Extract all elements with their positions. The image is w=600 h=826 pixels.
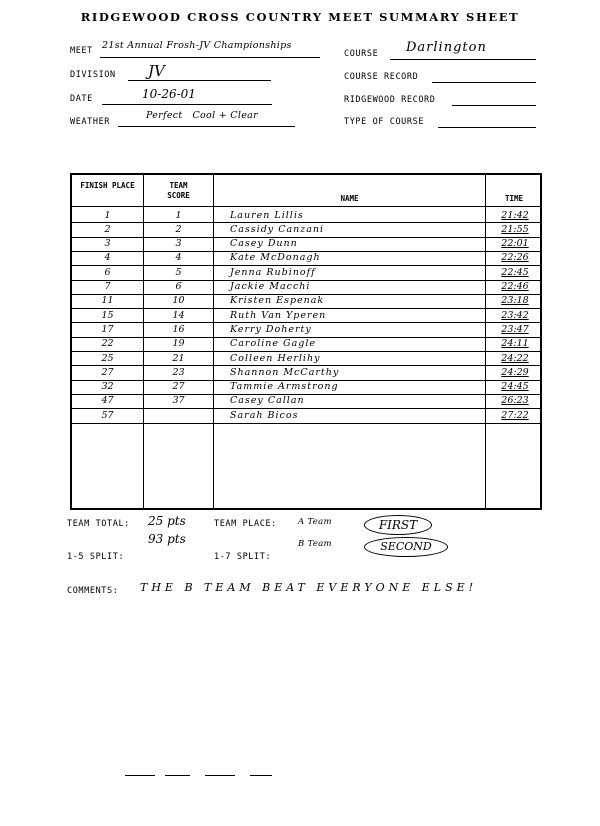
time-cell-text: 24:45 [501,381,529,393]
finish-place-cell [72,237,143,250]
finish-place-cell-text: 17 [101,323,114,335]
header-name: NAME [340,194,359,203]
finish-place-cell-text: 27 [101,366,114,378]
time-cell-text: 23:42 [501,309,529,321]
finish-place-cell-text: 57 [101,409,114,421]
team-score-cell [144,323,213,336]
finish-place-cell-text: 7 [104,281,111,292]
meet-label: MEET [70,46,93,56]
finish-place-cell [72,352,143,365]
runner-name-cell-text: Shannon McCarthy [230,366,340,378]
b-team-label: B Team [298,539,332,549]
finish-place-cell [72,251,143,264]
team-score-cell [144,337,213,350]
team-score-cell-text: 5 [175,266,182,278]
finish-place-cell [72,380,143,393]
finish-place-cell [72,366,143,379]
course-record-line [432,82,536,83]
runner-name-cell [230,323,480,336]
finish-place-cell [72,209,143,222]
finish-place-cell [72,309,143,322]
runner-name-cell [230,223,480,236]
team-score-cell-text: 27 [172,381,185,393]
finish-place-cell-text: 3 [104,238,111,250]
runner-name-cell [230,266,480,279]
runner-name-cell [230,380,480,393]
scan-mark [205,775,235,776]
time-cell-text: 23:18 [501,295,529,307]
team-score-cell [144,366,213,379]
table-divider [485,175,486,508]
course-label: COURSE [344,49,379,59]
comments-value: THE B TEAM BEAT EVERYONE ELSE! [140,581,478,594]
header-team-score: TEAM SCORE [167,181,190,200]
time-cell-text: 27:22 [501,409,529,421]
time-cell [488,209,542,222]
time-cell [488,223,542,236]
page-title: RIDGEWOOD CROSS COUNTRY MEET SUMMARY SHEET [80,10,520,24]
team-score-cell-text: 3 [175,238,182,250]
time-cell [488,366,542,379]
comments-label: COMMENTS: [67,586,119,596]
type-of-course-line [438,127,536,128]
course-record-label: COURSE RECORD [344,72,419,82]
header-divider [72,206,540,207]
finish-place-cell [72,409,143,422]
division-line [128,80,271,81]
scan-mark [250,775,272,776]
runner-name-cell [230,294,480,307]
runner-name-cell [230,352,480,365]
runner-name-cell [230,309,480,322]
team-score-cell [144,266,213,279]
time-cell [488,323,542,336]
time-cell-text: 26:23 [501,395,529,407]
time-cell-text: 22:46 [501,281,529,292]
team-score-cell-text: 14 [172,309,185,321]
team-score-cell-text: 19 [172,338,185,350]
runner-name-cell-text: Kate McDonagh [230,252,321,264]
team-score-cell-text: 2 [175,223,182,235]
team-score-cell-text: 6 [175,281,182,292]
team-score-cell-text: 23 [172,366,185,378]
header-finish-place: FINISH PLACE [80,181,135,190]
time-cell-text: 24:29 [501,366,529,378]
weather-value: Perfect Cool + Clear [146,110,258,121]
course-line [390,59,536,60]
split-1-7-label: 1-7 SPLIT: [214,552,272,562]
division-value: JV [148,62,165,80]
time-cell-text: 22:26 [501,252,529,264]
runner-name-cell-text: Tammie Armstrong [230,381,339,393]
runner-name-cell-text: Kristen Espenak [230,295,325,307]
time-cell-text: 22:45 [501,266,529,278]
team-place-label: TEAM PLACE: [214,519,277,529]
b-place-circle: SECOND [364,537,448,557]
a-place-circle: FIRST [364,515,432,535]
ridgewood-record-line [452,105,536,106]
runner-name-cell [230,251,480,264]
finish-place-cell [72,294,143,307]
finish-place-cell-text: 11 [101,295,114,307]
type-of-course-label: TYPE OF COURSE [344,117,425,127]
time-cell [488,294,542,307]
team-score-cell [144,251,213,264]
runner-name-cell-text: Jenna Rubinoff [230,266,316,278]
runner-name-cell-text: Lauren Lillis [230,209,304,221]
team-score-cell [144,380,213,393]
scan-mark [165,775,190,776]
ridgewood-record-label: RIDGEWOOD RECORD [344,95,436,105]
finish-place-cell-text: 4 [104,252,111,264]
team-score-cell [144,280,213,293]
team-score-cell [144,409,213,422]
runner-name-cell-text: Caroline Gagle [230,338,317,350]
runner-name-cell-text: Jackie Macchi [230,281,311,292]
finish-place-cell-text: 25 [101,352,114,364]
table-divider [213,175,214,508]
scan-mark [125,775,155,776]
finish-place-cell-text: 1 [104,209,111,221]
runner-name-cell-text: Ruth Van Yperen [230,309,327,321]
time-cell [488,309,542,322]
runner-name-cell [230,209,480,222]
time-cell [488,337,542,350]
finish-place-cell [72,394,143,407]
time-cell [488,266,542,279]
team-score-cell [144,294,213,307]
time-cell-text: 21:42 [501,209,529,221]
time-cell [488,394,542,407]
finish-place-cell-text: 32 [101,381,114,393]
time-cell [488,280,542,293]
time-cell [488,409,542,422]
weather-line [118,126,295,127]
team-score-cell [144,352,213,365]
team-score-cell-text: 1 [175,209,182,221]
date-value: 10-26-01 [142,87,196,101]
a-team-label: A Team [298,517,332,527]
runner-name-cell-text: Colleen Herlihy [230,352,321,364]
runner-name-cell [230,409,480,422]
finish-place-cell [72,223,143,236]
finish-place-cell [72,280,143,293]
runner-name-cell-text: Casey Callan [230,395,305,407]
finish-place-cell-text: 22 [101,338,114,350]
time-cell [488,237,542,250]
team-score-cell-text: 21 [172,352,185,364]
results-table [70,173,542,510]
time-cell-text: 24:11 [501,338,529,350]
time-cell-text: 22:01 [501,238,529,250]
team-score-cell-text: 37 [172,395,185,407]
time-cell [488,352,542,365]
team-total-label: TEAM TOTAL: [67,519,130,529]
runner-name-cell [230,237,480,250]
team-score-cell [144,237,213,250]
finish-place-cell [72,337,143,350]
runner-name-cell-text: Sarah Bicos [230,409,299,421]
date-label: DATE [70,94,93,104]
header-time: TIME [504,194,524,203]
runner-name-cell [230,280,480,293]
finish-place-cell-text: 47 [101,395,114,407]
weather-label: WEATHER [70,117,111,127]
time-cell-text: 23:47 [501,323,529,335]
runner-name-cell-text: Kerry Doherty [230,323,312,335]
split-1-5-label: 1-5 SPLIT: [67,552,125,562]
meet-value: 21st Annual Frosh-JV Championships [102,40,292,51]
team-total-b: 93 pts [148,532,186,546]
team-score-cell [144,309,213,322]
time-cell-text: 24:22 [501,352,529,364]
finish-place-cell [72,266,143,279]
team-score-cell-text: 4 [175,252,182,264]
finish-place-cell-text: 15 [101,309,114,321]
finish-place-cell [72,323,143,336]
runner-name-cell [230,337,480,350]
team-score-cell-text: 16 [172,323,185,335]
finish-place-cell-text: 6 [104,266,111,278]
runner-name-cell-text: Casey Dunn [230,238,298,250]
runner-name-cell-text: Cassidy Canzani [230,223,325,235]
team-score-cell [144,394,213,407]
runner-name-cell [230,366,480,379]
runner-name-cell [230,394,480,407]
time-cell [488,380,542,393]
meet-line [100,57,320,58]
time-cell [488,251,542,264]
finish-place-cell-text: 2 [104,223,111,235]
team-score-cell [144,223,213,236]
time-cell-text: 21:55 [501,223,529,235]
date-line [102,104,272,105]
team-score-cell [144,209,213,222]
team-total-a: 25 pts [148,514,186,528]
team-score-cell-text: 10 [172,295,185,307]
row-divider [72,423,540,424]
division-label: DIVISION [70,70,116,80]
course-value: Darlington [406,40,487,55]
